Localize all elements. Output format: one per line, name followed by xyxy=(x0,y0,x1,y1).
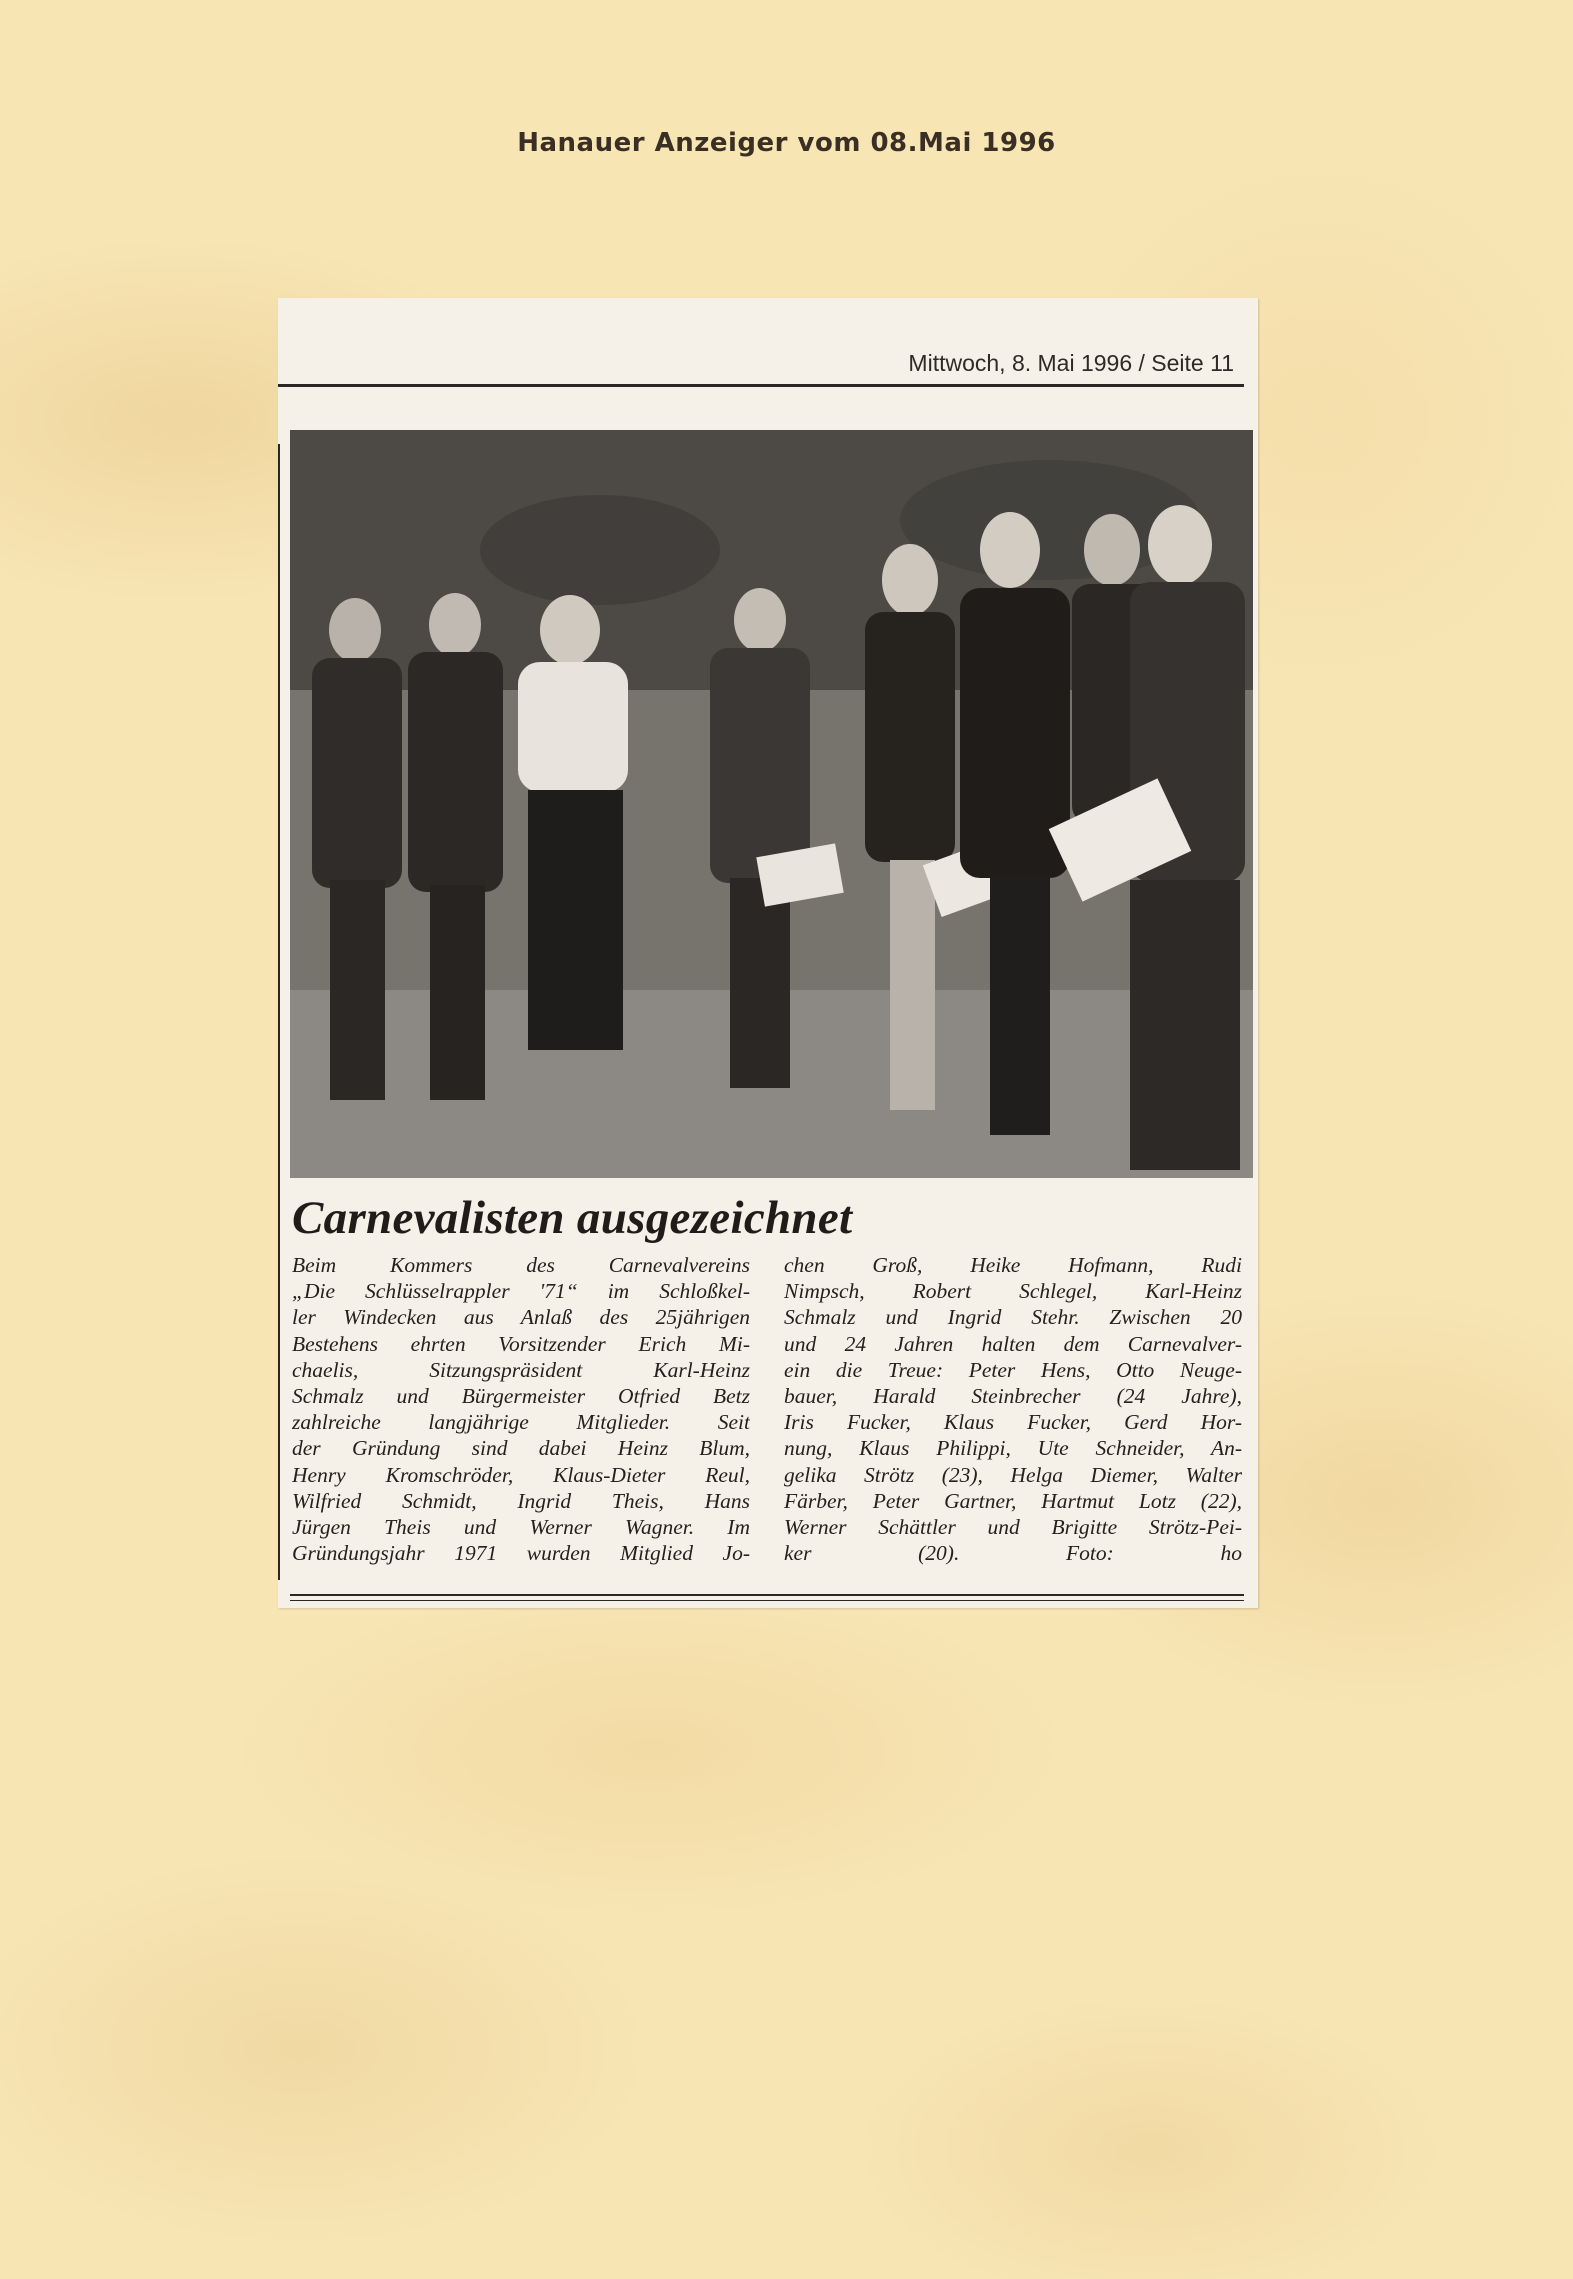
top-rule xyxy=(278,384,1244,387)
article-line: Gründungsjahr 1971 wurden Mitglied Jo- xyxy=(292,1541,750,1566)
article-line: Werner Schättler und Brigitte Strötz-Pei- xyxy=(784,1514,1242,1539)
article-line-end: ker (20). xyxy=(784,1541,960,1566)
article-column-right xyxy=(784,1252,1242,1566)
article-body xyxy=(292,1252,1242,1566)
clipping-source-note: Hanauer Anzeiger vom 08.Mai 1996 xyxy=(517,128,1056,158)
article-line: Iris Fucker, Klaus Fucker, Gerd Hor- xyxy=(784,1410,1242,1435)
group-photo xyxy=(290,430,1253,1178)
article-line: ler Windecken aus Anlaß des 25jährigen xyxy=(292,1305,750,1330)
article-line: Schmalz und Bürgermeister Otfried Betz xyxy=(292,1383,750,1408)
article-line: chen Groß, Heike Hofmann, Rudi xyxy=(784,1253,1242,1277)
article-line: „Die Schlüsselrappler '71“ im Schloßkel- xyxy=(292,1279,750,1304)
article-last-line xyxy=(784,1540,1242,1566)
dateline: Mittwoch, 8. Mai 1996 / Seite 11 xyxy=(908,350,1234,376)
article-line: Färber, Peter Gartner, Hartmut Lotz (22), xyxy=(784,1488,1242,1513)
bottom-rule xyxy=(290,1594,1244,1596)
article-line: Bestehens ehrten Vorsitzender Erich Mi- xyxy=(292,1331,750,1356)
article-column-left xyxy=(292,1252,750,1566)
article-line: Wilfried Schmidt, Ingrid Theis, Hans xyxy=(292,1488,750,1513)
article-line: Jürgen Theis und Werner Wagner. Im xyxy=(292,1514,750,1539)
article-line: gelika Strötz (23), Helga Diemer, Walter xyxy=(784,1462,1242,1487)
bottom-rule-thin xyxy=(290,1600,1244,1601)
article-headline: Carnevalisten ausgezeichnet xyxy=(292,1192,853,1244)
article-line: und 24 Jahren halten dem Carnevalver- xyxy=(784,1331,1242,1356)
article-line: zahlreiche langjährige Mitglieder. Seit xyxy=(292,1410,750,1435)
article-line: Nimpsch, Robert Schlegel, Karl-Heinz xyxy=(784,1279,1242,1304)
group-photo-icon xyxy=(290,430,1253,1178)
article-line: bauer, Harald Steinbrecher (24 Jahre), xyxy=(784,1383,1242,1408)
article-line: chaelis, Sitzungspräsident Karl-Heinz xyxy=(292,1357,750,1382)
newspaper-clipping xyxy=(278,298,1258,1608)
article-line: Henry Kromschröder, Klaus-Dieter Reul, xyxy=(292,1462,750,1487)
article-line: ein die Treue: Peter Hens, Otto Neuge- xyxy=(784,1357,1242,1382)
article-line: der Gründung sind dabei Heinz Blum, xyxy=(292,1436,750,1461)
article-line: Beim Kommers des Carnevalvereins xyxy=(292,1253,750,1277)
photo-credit: Foto: ho xyxy=(1066,1541,1242,1566)
article-line: Schmalz und Ingrid Stehr. Zwischen 20 xyxy=(784,1305,1242,1330)
left-rule xyxy=(278,444,280,1580)
article-line: nung, Klaus Philippi, Ute Schneider, An- xyxy=(784,1436,1242,1461)
